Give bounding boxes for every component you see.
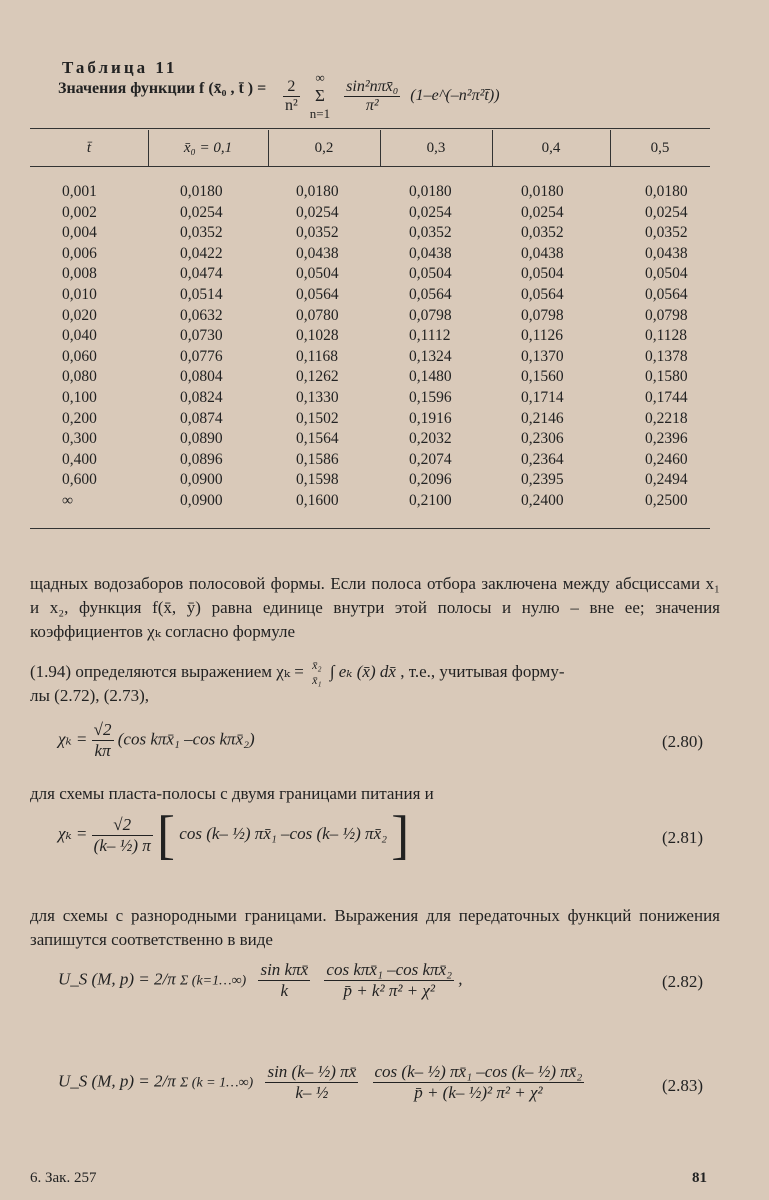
eq282-fraction-2: [324, 960, 454, 1001]
table-cell-value: 0,2096: [409, 471, 452, 489]
table-cell-value: 0,1370: [521, 347, 564, 365]
table-cell-value: 0,1916: [409, 409, 452, 427]
table-cell-t: 0,100: [62, 388, 97, 406]
table-row: [62, 470, 725, 491]
eq282-frac1-num: sin kπx̄: [260, 960, 309, 979]
table-cell-value: 0,0352: [645, 224, 688, 242]
eq283-frac2-den: p̄ + (k– ½)² π² + χ²: [414, 1083, 543, 1102]
eq282-tail: ,: [458, 969, 463, 989]
equation-2-82: [58, 960, 463, 1001]
caption-formula: [283, 70, 500, 122]
table-cell-value: 0,0180: [521, 183, 564, 200]
caption-coef-den: n²: [285, 96, 298, 114]
table-cell-value: 0,0438: [296, 244, 339, 262]
table-row: [62, 264, 725, 285]
table-cell-value: 0,1744: [645, 388, 688, 406]
eq283-frac1-num: sin (k– ½) πx̄: [267, 1062, 357, 1081]
table-cell-value: 0,1502: [296, 409, 339, 427]
table-cell-value: 0,1586: [296, 450, 339, 468]
table-cell-value: 0,0514: [180, 285, 223, 303]
paragraph-2-middle: , т.е., учитывая форму-: [400, 661, 565, 681]
table-cell-t: 0,400: [62, 450, 97, 468]
table-cell-value: 0,1128: [645, 327, 688, 345]
eq282-number: (2.82): [662, 972, 704, 991]
eq281-fraction: [92, 815, 153, 856]
eq281-rhs: cos (k– ½) πx̄₁ –cos (k– ½) πx̄₂: [179, 823, 388, 843]
table-cell-t: 0,006: [62, 244, 97, 262]
integral-lower-limit: x̄₁: [312, 673, 322, 687]
header-col-04: 0,4: [541, 140, 561, 156]
footer-order-code: 6. Зак. 257: [30, 1170, 97, 1186]
table-top-rule: [30, 128, 710, 129]
table-cell-value: 0,0352: [180, 224, 223, 242]
paragraph-intro: [30, 572, 720, 644]
table-cell-value: 0,0564: [409, 285, 452, 303]
table-cell-value: 0,0438: [409, 244, 452, 262]
table-cell-value: 0,2460: [645, 450, 688, 468]
paragraph-4: для схемы с разнородными границами. Выражения для передаточных функций понижения запишутся соответственно в виде: [30, 906, 720, 949]
table-cell-value: 0,0254: [645, 203, 688, 221]
table-cell-value: 0,0180: [296, 183, 339, 200]
table-cell-value: 0,0900: [180, 491, 223, 509]
header-col-03: 0,3: [426, 140, 446, 156]
eq281-right-bracket: ]: [391, 805, 410, 865]
eq280-number: (2.80): [662, 732, 704, 751]
eq282-frac2-num: cos kπx̄₁ –cos kπx̄₂: [326, 960, 453, 979]
table-cell-value: 0,0254: [521, 203, 564, 221]
table-row: [62, 326, 725, 347]
eq282-lhs: U_S (M, p) =: [58, 969, 150, 989]
table-cell-value: 0,2218: [645, 409, 688, 427]
table-cell-value: 0,0730: [180, 327, 223, 345]
table-cell-value: 0,2364: [521, 450, 564, 468]
table-cell-t: 0,001: [62, 183, 97, 200]
eq281-den: (k– ½) π: [93, 835, 151, 855]
table-cell-value: 0,1168: [296, 347, 339, 365]
eq282-frac1-den: k: [280, 981, 289, 1000]
eq283-number: (2.83): [662, 1076, 704, 1095]
eq280-rhs: (cos kπx̄₁ –cos kπx̄₂): [117, 729, 255, 749]
page-number: 81: [692, 1170, 707, 1186]
table-cell-t: ∞: [62, 491, 74, 509]
table-cell-value: 0,0352: [296, 224, 339, 242]
table-cell-t: 0,002: [62, 203, 97, 221]
eq280-den: kπ: [94, 741, 111, 760]
data-table: [62, 182, 725, 512]
caption-frac-den: π²: [365, 96, 379, 114]
table-cell-value: 0,2074: [409, 450, 452, 468]
table-header-rule: [30, 166, 710, 167]
table-cell-value: 0,0798: [645, 306, 688, 324]
caption-sum-sign: Σ: [315, 86, 325, 105]
table-cell-value: 0,2494: [645, 471, 688, 489]
table-cell-value: 0,1600: [296, 491, 339, 509]
eq280-lhs: χₖ =: [58, 729, 88, 749]
eq282-frac2-den: p̄ + k² π² + χ²: [343, 981, 435, 1000]
eq283-frac1-den: k– ½: [295, 1083, 329, 1102]
table-cell-value: 0,1480: [409, 368, 452, 386]
table-row: [62, 450, 725, 471]
eq282-coef: 2/π: [153, 969, 176, 989]
table-cell-t: 0,080: [62, 368, 97, 386]
table-cell-value: 0,0504: [645, 265, 688, 283]
paragraph-2-start: (1.94) определяются выражением χₖ =: [30, 661, 304, 681]
table-caption-title: Таблица 11: [62, 58, 178, 77]
table-cell-value: 0,1714: [521, 388, 564, 406]
table-cell-value: 0,0254: [296, 203, 339, 221]
table-row: [62, 285, 725, 306]
table-cell-value: 0,1324: [409, 347, 452, 365]
table-cell-value: 0,2306: [521, 430, 564, 448]
eq283-fraction-1: [265, 1062, 358, 1103]
table-cell-value: 0,1564: [296, 430, 339, 448]
eq283-fraction-2: [373, 1062, 585, 1103]
table-caption-subtitle: Значения функции f (x̄₀ , t̄ ) =: [58, 80, 267, 97]
table-cell-value: 0,1378: [645, 347, 688, 365]
table-cell-value: 0,0474: [180, 265, 223, 283]
table-cell-value: 0,2032: [409, 430, 452, 448]
eq281-num: √2: [92, 815, 153, 836]
table-cell-value: 0,1598: [296, 471, 339, 489]
eq283-frac2-num: cos (k– ½) πx̄₁ –cos (k– ½) πx̄₂: [374, 1062, 583, 1081]
table-cell-value: 0,2500: [645, 491, 688, 509]
eq283-sum: Σ (k = 1…∞): [179, 1075, 254, 1091]
paragraph-2-end: лы (2.72), (2.73),: [30, 686, 150, 705]
eq281-number: (2.81): [662, 828, 704, 847]
table-cell-value: 0,2400: [521, 491, 564, 509]
table-cell-t: 0,040: [62, 327, 97, 345]
paragraph-4-block: [30, 904, 720, 952]
table-cell-value: 0,0780: [296, 306, 339, 324]
table-cell-value: 0,0564: [521, 285, 564, 303]
caption-formula-tail: (1–e^(–n²π²t̄)): [410, 86, 500, 104]
table-cell-value: 0,1126: [521, 327, 564, 345]
table-cell-value: 0,0180: [645, 183, 688, 200]
paragraph-3: для схемы пласта-полосы с двумя границами питания и: [30, 784, 434, 803]
table-cell-value: 0,0504: [521, 265, 564, 283]
eq280-fraction: [92, 720, 114, 761]
paragraph-1: щадных водозаборов полосовой формы. Если полоса отбора заключена между абсциссами x₁ и x₂, функция f(x̄, ȳ) равна единице внутри этой полосы и нулю – вне ее; значения коэффициентов χₖ согласно формуле: [30, 574, 720, 641]
table-cell-t: 0,004: [62, 224, 97, 242]
caption-frac-num: sin²nπx̄₀: [346, 77, 399, 95]
eq283-lhs: U_S (M, p) =: [58, 1071, 150, 1091]
integral-expression: ∫ eₖ (x̄) dx̄: [329, 661, 396, 681]
table-cell-value: 0,0564: [645, 285, 688, 303]
paragraph-2-line: [30, 658, 564, 688]
equation-2-83: [58, 1062, 584, 1103]
table-cell-value: 0,0438: [645, 244, 688, 262]
table-cell-value: 0,0824: [180, 388, 223, 406]
table-cell-value: 0,1028: [296, 327, 339, 345]
table-cell-value: 0,1580: [645, 368, 688, 386]
table-row: [62, 306, 725, 327]
eq281-left-bracket: [: [157, 805, 176, 865]
caption-sum-top: ∞: [315, 70, 325, 85]
table-cell-value: 0,0798: [521, 306, 564, 324]
table-cell-t: 0,600: [62, 471, 97, 489]
header-t: t̄: [86, 140, 92, 156]
eq283-coef: 2/π: [153, 1071, 176, 1091]
table-cell-value: 0,0632: [180, 306, 223, 324]
table-cell-value: 0,2396: [645, 430, 688, 448]
caption-sum-bottom: n=1: [309, 106, 331, 121]
table-cell-value: 0,0504: [409, 265, 452, 283]
table-cell-value: 0,0564: [296, 285, 339, 303]
table-cell-value: 0,1596: [409, 388, 452, 406]
caption-coef-num: 2: [283, 78, 300, 97]
table-row: [62, 182, 725, 203]
integral-limits: [312, 658, 322, 688]
header-col-05: 0,5: [650, 140, 670, 156]
table-cell-value: 0,2146: [521, 409, 564, 427]
table-cell-value: 0,0180: [180, 183, 223, 200]
table-cell-value: 0,1262: [296, 368, 339, 386]
table-row: [62, 367, 725, 388]
table-row: [62, 409, 725, 430]
table-cell-value: 0,0874: [180, 409, 223, 427]
table-row: [62, 429, 725, 450]
table-cell-value: 0,1560: [521, 368, 564, 386]
eq282-sum: Σ (k=1…∞): [179, 973, 247, 989]
eq282-fraction-1: [258, 960, 310, 1001]
table-cell-value: 0,0798: [409, 306, 452, 324]
table-cell-value: 0,2395: [521, 471, 564, 489]
table-bottom-rule: [30, 528, 710, 529]
table-cell-value: 0,2100: [409, 491, 452, 509]
header-col-02: 0,2: [314, 140, 334, 156]
table-cell-value: 0,1330: [296, 388, 339, 406]
table-cell-value: 0,0438: [521, 244, 564, 262]
table-row: [62, 223, 725, 244]
caption-sum: [310, 70, 330, 122]
table-cell-t: 0,008: [62, 265, 97, 283]
header-x0: x̄₀ = 0,1: [183, 140, 233, 156]
caption-main-fraction: [344, 78, 400, 115]
table-cell-t: 0,010: [62, 285, 97, 303]
table-cell-t: 0,200: [62, 409, 97, 427]
table-cell-value: 0,0900: [180, 471, 223, 489]
table-cell-value: 0,0504: [296, 265, 339, 283]
table-cell-value: 0,0890: [180, 430, 223, 448]
table-cell-value: 0,1112: [409, 327, 451, 345]
table-cell-value: 0,0254: [180, 203, 223, 221]
eq281-lhs: χₖ =: [58, 823, 88, 843]
equation-2-81: [58, 805, 410, 865]
table-cell-t: 0,060: [62, 347, 97, 365]
table-row: [62, 244, 725, 265]
table-row: [62, 388, 725, 409]
equation-2-80: [58, 720, 255, 761]
table-cell-value: 0,0352: [409, 224, 452, 242]
table-row: [62, 491, 725, 512]
table-cell-t: 0,020: [62, 306, 97, 324]
integral-upper-limit: x̄₂: [312, 658, 322, 672]
table-cell-value: 0,0254: [409, 203, 452, 221]
eq280-num: √2: [93, 720, 112, 739]
table-row: [62, 203, 725, 224]
caption-coef-fraction: [283, 78, 300, 115]
table-cell-value: 0,0180: [409, 183, 452, 200]
table-cell-value: 0,0776: [180, 347, 223, 365]
table-cell-value: 0,0422: [180, 244, 223, 262]
table-cell-value: 0,0352: [521, 224, 564, 242]
table-cell-value: 0,0896: [180, 450, 223, 468]
table-cell-value: 0,0804: [180, 368, 223, 386]
table-cell-t: 0,300: [62, 430, 97, 448]
table-row: [62, 347, 725, 368]
